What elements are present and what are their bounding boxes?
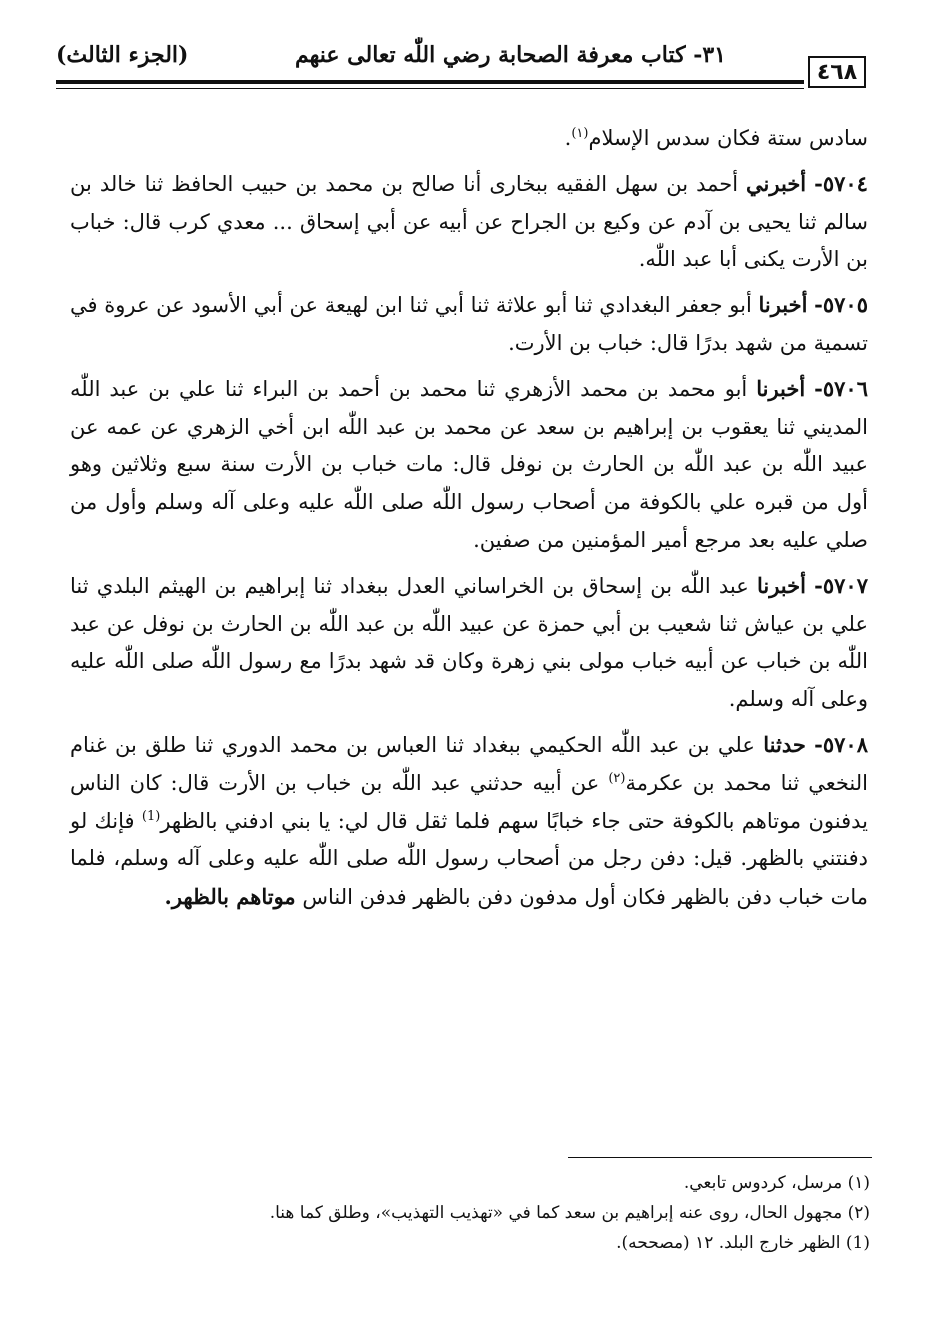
hadith-5708 (70, 726, 868, 917)
hadith-text: عن أبيه حدثني عبد اللّٰه بن خباب بن الأرت قال: كان الناس يدفنون موتاهم بالكوفة حتى جاء خبابًا سهم فلما ثقل قال لي: يا بني ادفني بالظهر (70, 770, 868, 833)
footnote-1: (١) مرسل، كردوس تابعي. (683, 1173, 870, 1193)
hadith-text: أحمد بن سهل الفقيه ببخارى أنا صالح بن محمد بن حبيب الحافظ ثنا خالد بن سالم ثنا يحيى بن آدم عن وكيع بن الجراح عن أبيه عن أبي إسحاق ... معدي كرب قال: خباب بن الأرت يكنى أبا عبد اللّٰه. (70, 171, 868, 272)
hadith-text: عبد اللّٰه بن إسحاق بن الخراساني العدل ببغداد ثنا إبراهيم بن الهيثم البلدي ثنا علي بن عياش ثنا شعيب بن أبي حمزة عن عبيد اللّٰه بن عبد اللّٰه بن الحارث بن نوفل عن عبد اللّٰه بن خباب عن أبيه خباب مولى بني زهرة وكان قد شهد بدرًا مع رسول اللّٰه صلى اللّٰه عليه وعلى آله وسلم. (70, 573, 868, 712)
footnote-3: (1) الظهر خارج البلد. ١٢ (مصححه). (616, 1233, 870, 1253)
header-rule (56, 80, 804, 84)
hadith-lead: أخبرنا (756, 572, 806, 598)
footnote-ref: (٢) (608, 770, 626, 786)
hadith-text: فإنك لو دفنتني بالظهر. قيل: دفن رجل من أصحاب رسول اللّٰه صلى اللّٰه عليه وعلى آله وسلم، فلما مات خباب دفن بالظهر فكان أول مدفون دفن بالظهر فدفن الناس (70, 808, 868, 910)
page-number: ٤٦٨ (816, 59, 858, 85)
header-rule-thin (56, 88, 804, 89)
hadith-5705 (70, 286, 868, 363)
footnote-separator (568, 1157, 872, 1158)
hadith-lead: حدثنا (763, 731, 806, 757)
footnote-ref: (١) (571, 126, 589, 141)
hadith-text: أبو جعفر البغدادي ثنا أبو علاثة ثنا أبي ثنا ابن لهيعة عن أبي الأسود عن عروة في تسمية من شهد بدرًا قال: خباب بن الأرت. (70, 293, 868, 355)
footnote-ref: (1) (141, 808, 161, 824)
hadith-text: أبو محمد بن محمد الأزهري ثنا محمد بن أحمد بن البراء ثنا علي بن عبد اللّٰه المديني ثنا يعقوب بن إبراهيم بن سعد عن محمد بن عبد اللّٰه ابن أخي الزهري عن عمه عن عبيد اللّٰه بن عبد اللّٰه بن الحارث بن نوفل قال: مات خباب بن الأرت سنة سبع وثلاثين وهو أول من قبره علي بالكوفة من أصحاب رسول اللّٰه صلى اللّٰه عليه وعلى آله وسلم وأول من صلي عليه بعد مرجع أمير المؤمنين من صفين. (70, 376, 868, 552)
hadith-5706 (70, 370, 868, 560)
body-text (70, 120, 868, 924)
hadith-lead: أخبرني (746, 170, 807, 196)
hadith-number: ٥٧٠٤- (814, 170, 868, 196)
hadith-text-bold: موتاهم بالظهر. (164, 884, 296, 910)
hadith-5707 (70, 567, 868, 719)
hadith-text: علي بن عبد اللّٰه الحكيمي ببغداد ثنا العباس بن محمد الدوري ثنا طلق بن غنام النخعي ثنا محمد بن عكرمة (70, 732, 868, 795)
hadith-lead: أخبرنا (756, 375, 806, 401)
chapter-title: ٣١- كتاب معرفة الصحابة رضي اللّٰه تعالى عنهم (294, 42, 726, 68)
hadith-number: ٥٧٠٧- (814, 572, 868, 598)
hadith-5704 (70, 165, 868, 279)
hadith-lead: أخبرنا (758, 292, 808, 318)
volume-part: (الجزء الثالث) (56, 42, 189, 68)
page-number-box (808, 56, 866, 88)
hadith-number: ٥٧٠٥- (814, 292, 868, 318)
running-header (56, 38, 866, 98)
footnotes (100, 1168, 870, 1258)
footnote-2: (٢) مجهول الحال، روى عنه إبراهيم بن سعد كما في «تهذيب التهذيب»، وطلق كما هنا. (269, 1203, 870, 1223)
hadith-number: ٥٧٠٦- (814, 375, 868, 401)
hadith-number: ٥٧٠٨- (814, 731, 868, 757)
intro-line: سادس ستة فكان سدس الإسلام$^{(١)}$. (564, 126, 868, 150)
